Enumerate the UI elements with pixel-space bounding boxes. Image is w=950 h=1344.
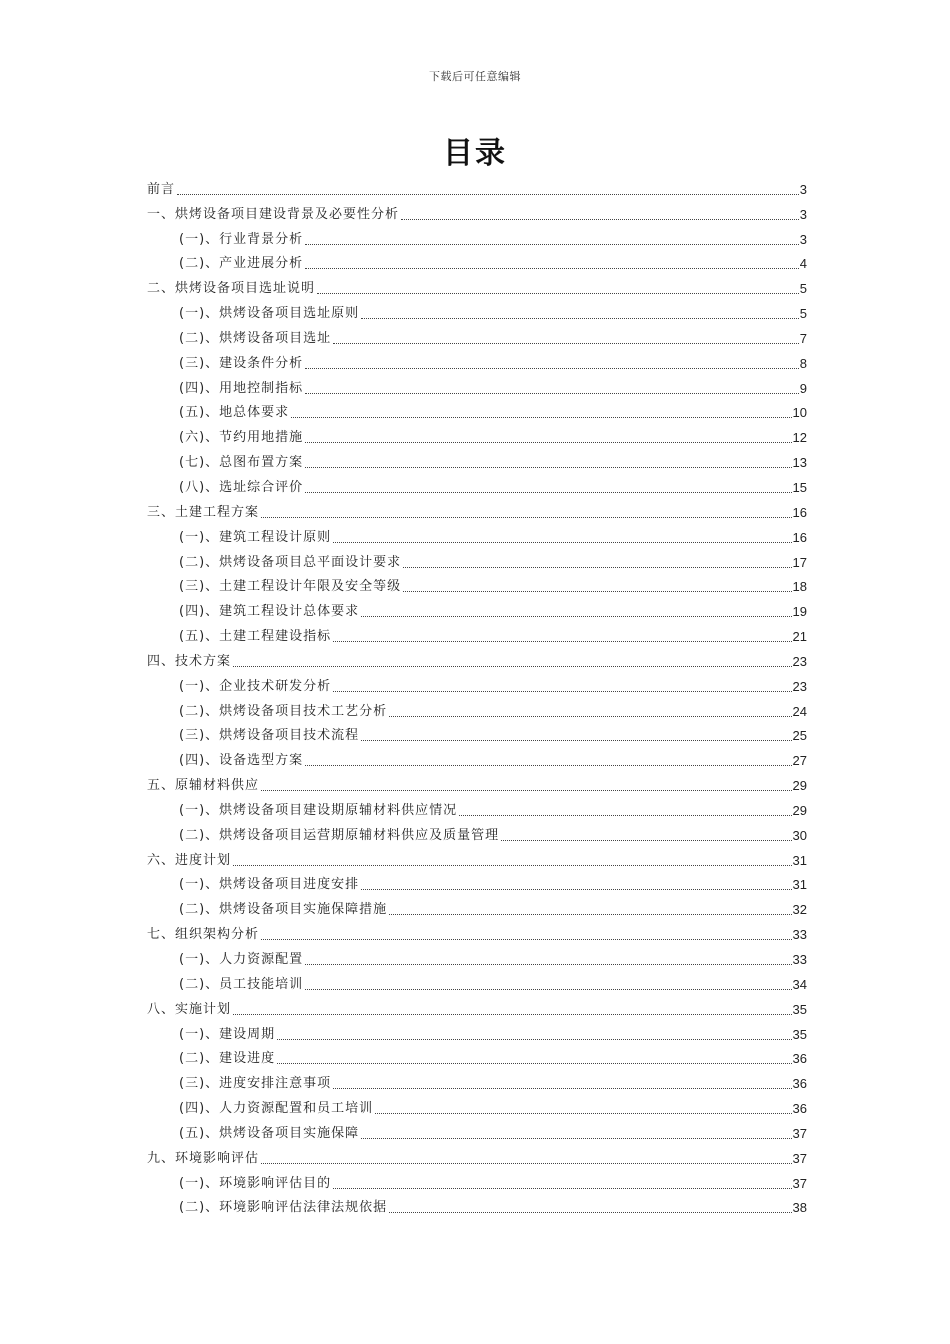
toc-dot-leader (261, 1163, 792, 1164)
toc-dot-leader (361, 616, 791, 617)
toc-page-number: 13 (792, 455, 807, 471)
toc-page-number: 23 (792, 678, 807, 694)
toc-dot-leader (403, 591, 791, 592)
toc-entry[interactable] (147, 622, 807, 647)
toc-entry[interactable] (147, 871, 807, 896)
toc-entry[interactable] (147, 722, 807, 747)
page-header-note: 下载后可任意编辑 (429, 70, 521, 83)
toc-dot-leader (305, 368, 799, 369)
toc-page-number: 12 (792, 430, 807, 446)
toc-entry-title: (一)、烘烤设备项目进度安排 (179, 877, 360, 893)
toc-entry-title: 七、组织架构分析 (147, 927, 260, 943)
toc-dot-leader (305, 989, 791, 990)
toc-page-number: 23 (792, 653, 807, 669)
toc-page-number: 31 (792, 877, 807, 893)
toc-dot-leader (317, 293, 799, 294)
toc-page-number: 9 (799, 380, 807, 396)
toc-entry[interactable] (147, 374, 807, 399)
toc-page-number: 27 (792, 753, 807, 769)
toc-entry-title: (五)、土建工程建设指标 (179, 629, 332, 645)
table-of-contents (147, 175, 807, 1218)
toc-dot-leader (333, 641, 791, 642)
toc-page-number: 38 (792, 1200, 807, 1216)
toc-entry-title: (二)、建设进度 (179, 1051, 276, 1067)
toc-entry[interactable] (147, 1020, 807, 1045)
toc-entry[interactable] (147, 970, 807, 995)
toc-dot-leader (361, 740, 791, 741)
toc-entry[interactable] (147, 473, 807, 498)
toc-entry-title: (二)、烘烤设备项目技术工艺分析 (179, 703, 388, 719)
toc-entry[interactable] (147, 324, 807, 349)
toc-entry-title: (四)、建筑工程设计总体要求 (179, 604, 360, 620)
toc-entry[interactable] (147, 796, 807, 821)
toc-dot-leader (333, 343, 799, 344)
toc-dot-leader (361, 318, 799, 319)
toc-dot-leader (233, 666, 792, 667)
toc-entry[interactable] (147, 448, 807, 473)
toc-entry-title: (一)、环境影响评估目的 (179, 1175, 332, 1191)
toc-entry-title: (二)、产业进展分析 (179, 256, 304, 272)
toc-page-number: 37 (792, 1175, 807, 1191)
toc-entry-title: (一)、建筑工程设计原则 (179, 529, 332, 545)
toc-entry-title: (二)、烘烤设备项目运营期原辅材料供应及质量管理 (179, 827, 500, 843)
toc-page-number: 17 (792, 554, 807, 570)
toc-page-number: 25 (792, 728, 807, 744)
toc-page-number: 7 (799, 330, 807, 346)
toc-dot-leader (305, 492, 791, 493)
toc-page-number: 3 (799, 181, 807, 197)
toc-entry[interactable] (147, 746, 807, 771)
toc-dot-leader (459, 815, 791, 816)
toc-entry-title: (一)、企业技术研发分析 (179, 678, 332, 694)
toc-entry[interactable] (147, 1069, 807, 1094)
toc-entry-title: 前言 (147, 181, 176, 197)
toc-dot-leader (261, 790, 792, 791)
toc-entry[interactable] (147, 548, 807, 573)
toc-entry[interactable] (147, 920, 807, 945)
toc-entry-title: (四)、设备选型方案 (179, 753, 304, 769)
toc-entry[interactable] (147, 523, 807, 548)
toc-page-number: 29 (792, 802, 807, 818)
toc-entry[interactable] (147, 399, 807, 424)
toc-entry-title: (三)、土建工程设计年限及安全等级 (179, 579, 402, 595)
toc-entry-title: (五)、烘烤设备项目实施保障 (179, 1125, 360, 1141)
toc-entry[interactable] (147, 821, 807, 846)
toc-dot-leader (305, 467, 791, 468)
toc-entry[interactable] (147, 299, 807, 324)
toc-entry[interactable] (147, 995, 807, 1020)
toc-page-number: 10 (792, 405, 807, 421)
toc-entry-title: (二)、员工技能培训 (179, 976, 304, 992)
toc-entry-title: (二)、烘烤设备项目总平面设计要求 (179, 554, 402, 570)
toc-entry[interactable] (147, 945, 807, 970)
toc-entry-title: 一、烘烤设备项目建设背景及必要性分析 (147, 206, 400, 222)
toc-entry[interactable] (147, 349, 807, 374)
toc-entry-title: (二)、环境影响评估法律法规依据 (179, 1200, 388, 1216)
toc-page-number: 16 (792, 529, 807, 545)
toc-page-number: 3 (799, 231, 807, 247)
toc-page-number: 33 (792, 952, 807, 967)
toc-entry-title: (一)、建设周期 (179, 1026, 276, 1042)
toc-entry[interactable] (147, 423, 807, 448)
toc-page-number: 37 (792, 1125, 807, 1141)
toc-dot-leader (333, 1088, 791, 1089)
toc-dot-leader (375, 1113, 791, 1114)
toc-dot-leader (333, 542, 791, 543)
toc-entry-title: (三)、烘烤设备项目技术流程 (179, 728, 360, 744)
toc-entry[interactable] (147, 175, 807, 200)
toc-entry-title: 四、技术方案 (147, 653, 232, 669)
toc-page-number: 24 (792, 703, 807, 719)
toc-dot-leader (501, 840, 791, 841)
toc-entry[interactable] (147, 697, 807, 722)
toc-dot-leader (305, 765, 791, 766)
toc-page-number: 36 (792, 1051, 807, 1067)
toc-dot-leader (261, 517, 792, 518)
toc-dot-leader (401, 219, 799, 220)
toc-entry-title: (一)、行业背景分析 (179, 231, 304, 247)
toc-page-number: 4 (799, 256, 807, 272)
toc-dot-leader (333, 691, 791, 692)
toc-page-number: 16 (792, 504, 807, 520)
toc-page-number: 31 (792, 852, 807, 868)
toc-page-number: 35 (792, 1001, 807, 1017)
toc-entry-title: 三、土建工程方案 (147, 504, 260, 520)
toc-page-number: 5 (799, 281, 807, 297)
toc-dot-leader (389, 914, 791, 915)
toc-page-number: 32 (792, 902, 807, 918)
toc-entry-title: (二)、烘烤设备项目实施保障措施 (179, 902, 388, 918)
toc-entry-title: (三)、进度安排注意事项 (179, 1076, 332, 1092)
toc-entry-title: (一)、烘烤设备项目建设期原辅材料供应情况 (179, 802, 458, 818)
toc-dot-leader (333, 1188, 791, 1189)
toc-entry[interactable] (147, 1045, 807, 1070)
toc-dot-leader (305, 964, 791, 965)
toc-dot-leader (389, 716, 791, 717)
toc-dot-leader (277, 1039, 791, 1040)
toc-entry[interactable] (147, 250, 807, 275)
toc-page-number: 3 (799, 206, 807, 222)
toc-page-number: 21 (792, 629, 807, 645)
toc-dot-leader (403, 567, 791, 568)
toc-dot-leader (305, 244, 799, 245)
toc-entry-title: (七)、总图布置方案 (179, 455, 304, 471)
toc-entry[interactable] (147, 672, 807, 697)
toc-dot-leader (305, 442, 791, 443)
toc-dot-leader (305, 393, 799, 394)
toc-entry-title: (五)、地总体要求 (179, 405, 290, 421)
toc-entry[interactable] (147, 1194, 807, 1219)
toc-dot-leader (277, 1063, 791, 1064)
toc-title: 目录 (443, 136, 507, 171)
toc-dot-leader (389, 1212, 791, 1213)
toc-page-number: 5 (799, 306, 807, 322)
toc-dot-leader (233, 1014, 792, 1015)
toc-entry-title: (八)、选址综合评价 (179, 479, 304, 495)
toc-page-number: 19 (792, 604, 807, 620)
toc-entry-title: (四)、用地控制指标 (179, 380, 304, 396)
toc-dot-leader (233, 865, 792, 866)
toc-page-number: 29 (792, 778, 807, 794)
toc-entry-title: 六、进度计划 (147, 852, 232, 868)
toc-page-number: 15 (792, 479, 807, 495)
toc-dot-leader (361, 1138, 791, 1139)
toc-entry-title: (一)、烘烤设备项目选址原则 (179, 306, 360, 322)
toc-entry[interactable] (147, 1169, 807, 1194)
toc-entry[interactable] (147, 498, 807, 523)
toc-dot-leader (291, 417, 791, 418)
toc-entry[interactable] (147, 1119, 807, 1144)
toc-entry-title: (六)、节约用地措施 (179, 430, 304, 446)
toc-entry[interactable] (147, 597, 807, 622)
toc-entry[interactable] (147, 846, 807, 871)
toc-page-number: 36 (792, 1101, 807, 1117)
toc-dot-leader (177, 194, 799, 195)
toc-dot-leader (361, 889, 791, 890)
toc-page-number: 33 (792, 927, 807, 943)
toc-entry[interactable] (147, 1144, 807, 1169)
toc-page-number: 35 (792, 1026, 807, 1042)
toc-entry-title: 二、烘烤设备项目选址说明 (147, 281, 316, 297)
toc-dot-leader (305, 268, 799, 269)
toc-page-number: 18 (792, 579, 807, 595)
toc-entry-title: 五、原辅材料供应 (147, 778, 260, 794)
toc-entry[interactable] (147, 573, 807, 598)
toc-entry[interactable] (147, 225, 807, 250)
toc-page-number: 30 (792, 827, 807, 843)
toc-entry-title: (一)、人力资源配置 (179, 952, 304, 967)
toc-page-number: 36 (792, 1076, 807, 1092)
toc-page-number: 8 (799, 355, 807, 371)
toc-entry[interactable] (147, 647, 807, 672)
toc-entry[interactable] (147, 895, 807, 920)
toc-entry[interactable] (147, 274, 807, 299)
toc-entry[interactable] (147, 771, 807, 796)
toc-entry-title: (四)、人力资源配置和员工培训 (179, 1101, 374, 1117)
toc-page-number: 34 (792, 976, 807, 992)
toc-dot-leader (261, 939, 792, 940)
toc-entry-title: (三)、建设条件分析 (179, 355, 304, 371)
toc-entry[interactable] (147, 200, 807, 225)
toc-entry-title: 九、环境影响评估 (147, 1150, 260, 1166)
toc-entry-title: 八、实施计划 (147, 1001, 232, 1017)
toc-page-number: 37 (792, 1150, 807, 1166)
toc-entry-title: (二)、烘烤设备项目选址 (179, 330, 332, 346)
toc-entry[interactable] (147, 1094, 807, 1119)
